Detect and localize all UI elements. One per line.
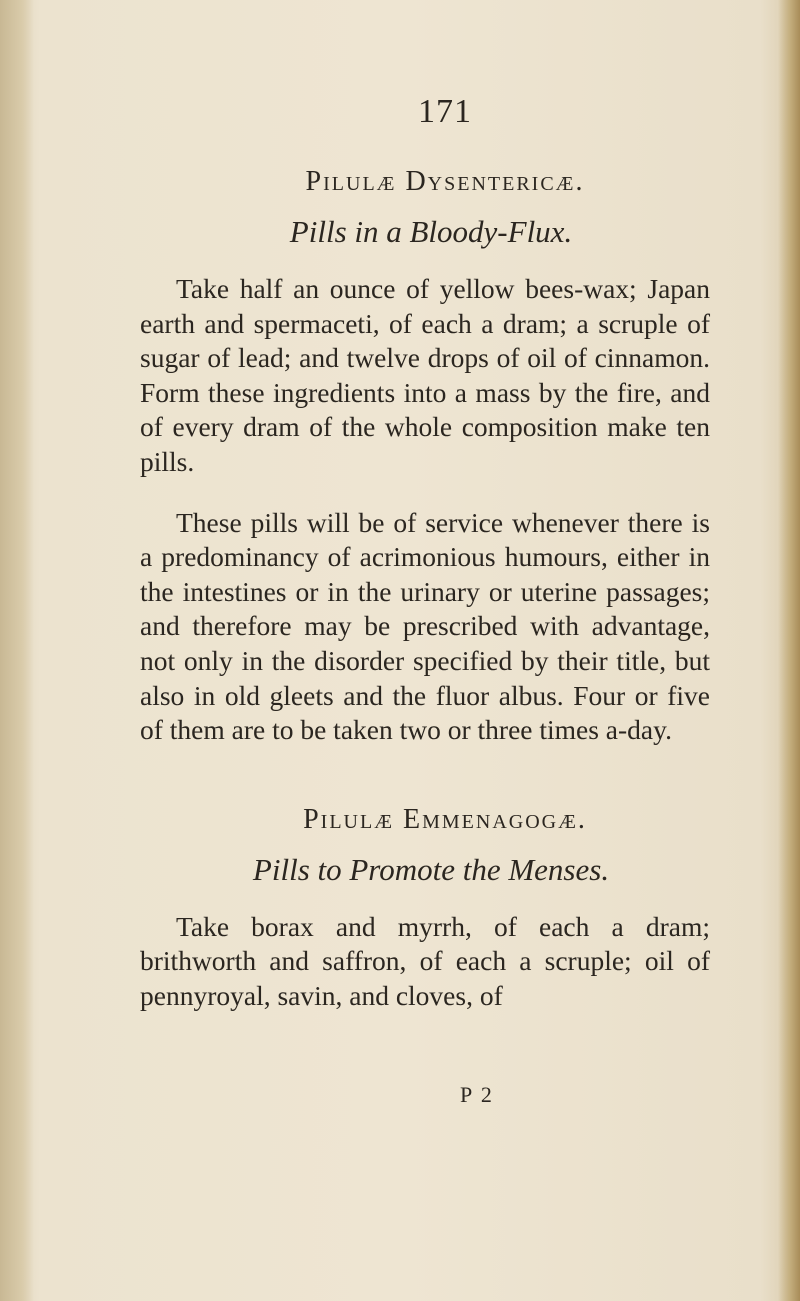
page-text-block	[140, 92, 710, 1040]
paragraph-recipe: Take half an ounce of yellow bees-wax; Japan earth and spermaceti, of each a dram; a scruple of sugar of lead; and twelve drops of oil of cinnamon. Form these ingredients into a mass by the fire, and of every dram of the whole composition make ten pills.	[140, 273, 710, 477]
page-binding-shadow	[0, 0, 34, 1301]
signature-mark: P 2	[460, 1082, 494, 1107]
section-heading-dysentericae: Pilulæ Dysentericæ.	[305, 166, 585, 197]
page-number: 171	[418, 93, 472, 130]
paragraph-recipe-emmenagogae: Take borax and myrrh, of each a dram; brithworth and saffron, of each a scruple; oil of pennyroyal, savin, and cloves, of	[140, 910, 710, 1011]
paragraph-usage: These pills will be of service whenever there is a predominancy of acrimonious humours, either in the intestines or in the urinary or uterine passages; and therefore may be prescribed with advantage, not only in the disorder specified by their title, but also in old gleets and the fluor albus. Four or five of them are to be taken two or three times a-day.	[140, 506, 710, 746]
section-subheading-bloody-flux: Pills in a Bloody-Flux.	[289, 214, 573, 249]
section-heading-emmenagogae: Pilulæ Emmenagogæ.	[303, 803, 587, 835]
section-subheading-promote-menses: Pills to Promote the Menses.	[252, 851, 610, 887]
page-edge	[778, 0, 800, 1301]
